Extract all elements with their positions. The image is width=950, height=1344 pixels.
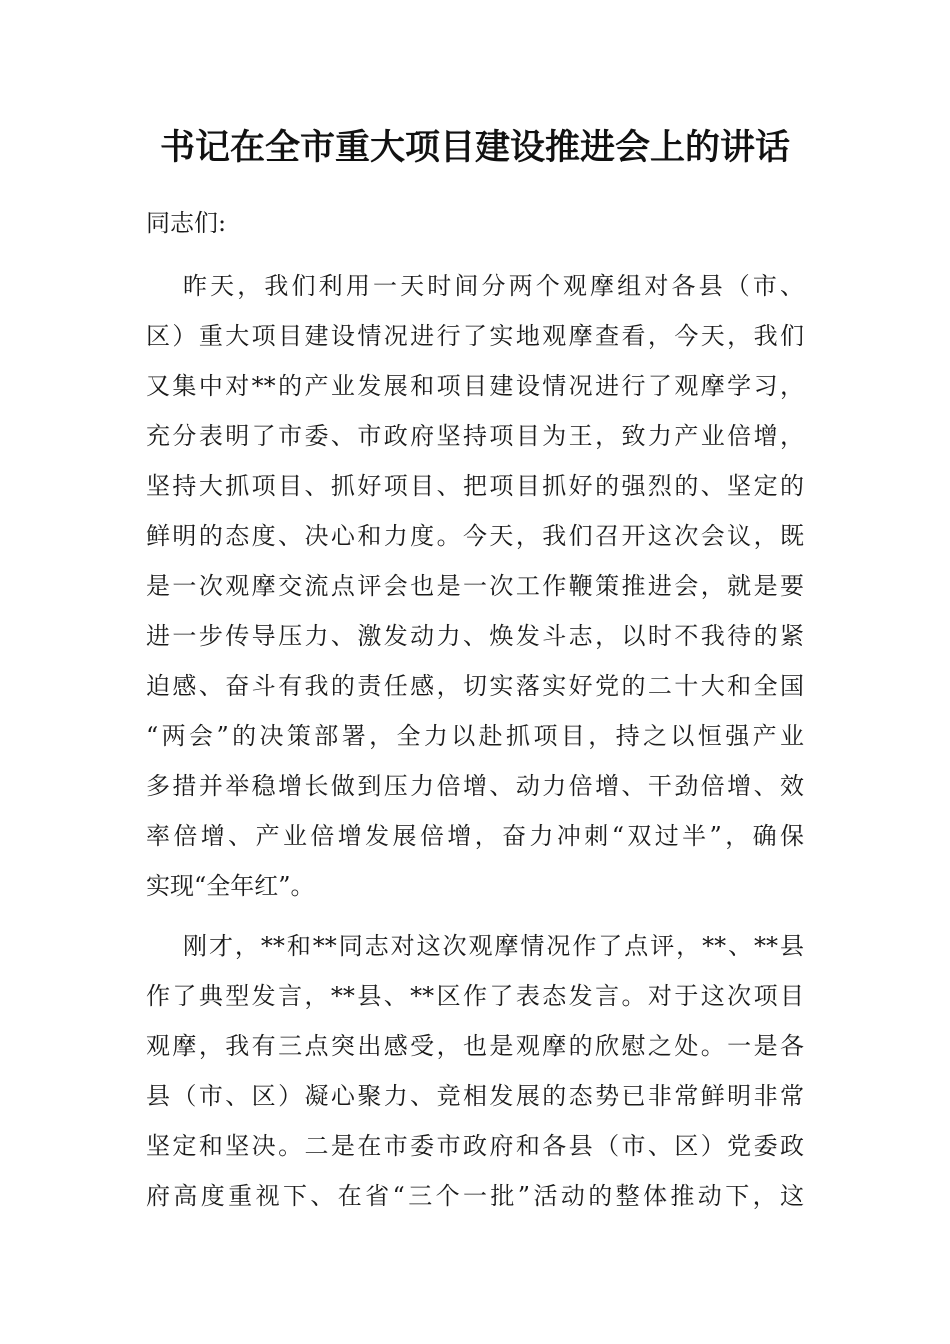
paragraph-line: 作了典型发言，**县、**区作了表态发言。对于这次项目	[146, 982, 804, 1010]
salutation: 同志们:	[146, 209, 227, 237]
paragraph-line: 昨天，我们利用一天时间分两个观摩组对各县（市、	[183, 272, 804, 300]
paragraph-line: 坚持大抓项目、抓好项目、把项目抓好的强烈的、坚定的	[146, 472, 804, 500]
paragraph-line: 是一次观摩交流点评会也是一次工作鞭策推进会，就是要	[146, 572, 804, 600]
paragraph-line: 率倍增、产业倍增发展倍增，奋力冲刺“双过半”，确保	[146, 822, 804, 850]
document-title: 书记在全市重大项目建设推进会上的讲话	[159, 127, 790, 168]
paragraph-line: 观摩，我有三点突出感受，也是观摩的欣慰之处。一是各	[146, 1032, 804, 1060]
paragraph-line: 充分表明了市委、市政府坚持项目为王，致力产业倍增，	[146, 422, 804, 450]
paragraph-line: 区）重大项目建设情况进行了实地观摩查看，今天，我们	[146, 322, 804, 350]
paragraph-line: 又集中对**的产业发展和项目建设情况进行了观摩学习，	[146, 372, 804, 400]
paragraph-line: 多措并举稳增长做到压力倍增、动力倍增、干劲倍增、效	[146, 772, 804, 800]
paragraph-line: 迫感、奋斗有我的责任感，切实落实好党的二十大和全国	[146, 672, 804, 700]
paragraph-line: “两会”的决策部署，全力以赴抓项目，持之以恒强产业	[146, 722, 804, 750]
paragraph-line: 鲜明的态度、决心和力度。今天，我们召开这次会议，既	[146, 522, 804, 550]
paragraph-line: 坚定和坚决。二是在市委市政府和各县（市、区）党委政	[146, 1132, 804, 1160]
paragraph-line: 县（市、区）凝心聚力、竞相发展的态势已非常鲜明非常	[146, 1082, 804, 1110]
paragraph-line: 府高度重视下、在省“三个一批”活动的整体推动下，这	[146, 1182, 804, 1210]
paragraph-line: 进一步传导压力、激发动力、焕发斗志，以时不我待的紧	[146, 622, 804, 650]
paragraph-line: 刚才，**和**同志对这次观摩情况作了点评，**、**县	[183, 932, 804, 960]
paragraph-line: 实现“全年红”。	[146, 872, 315, 900]
